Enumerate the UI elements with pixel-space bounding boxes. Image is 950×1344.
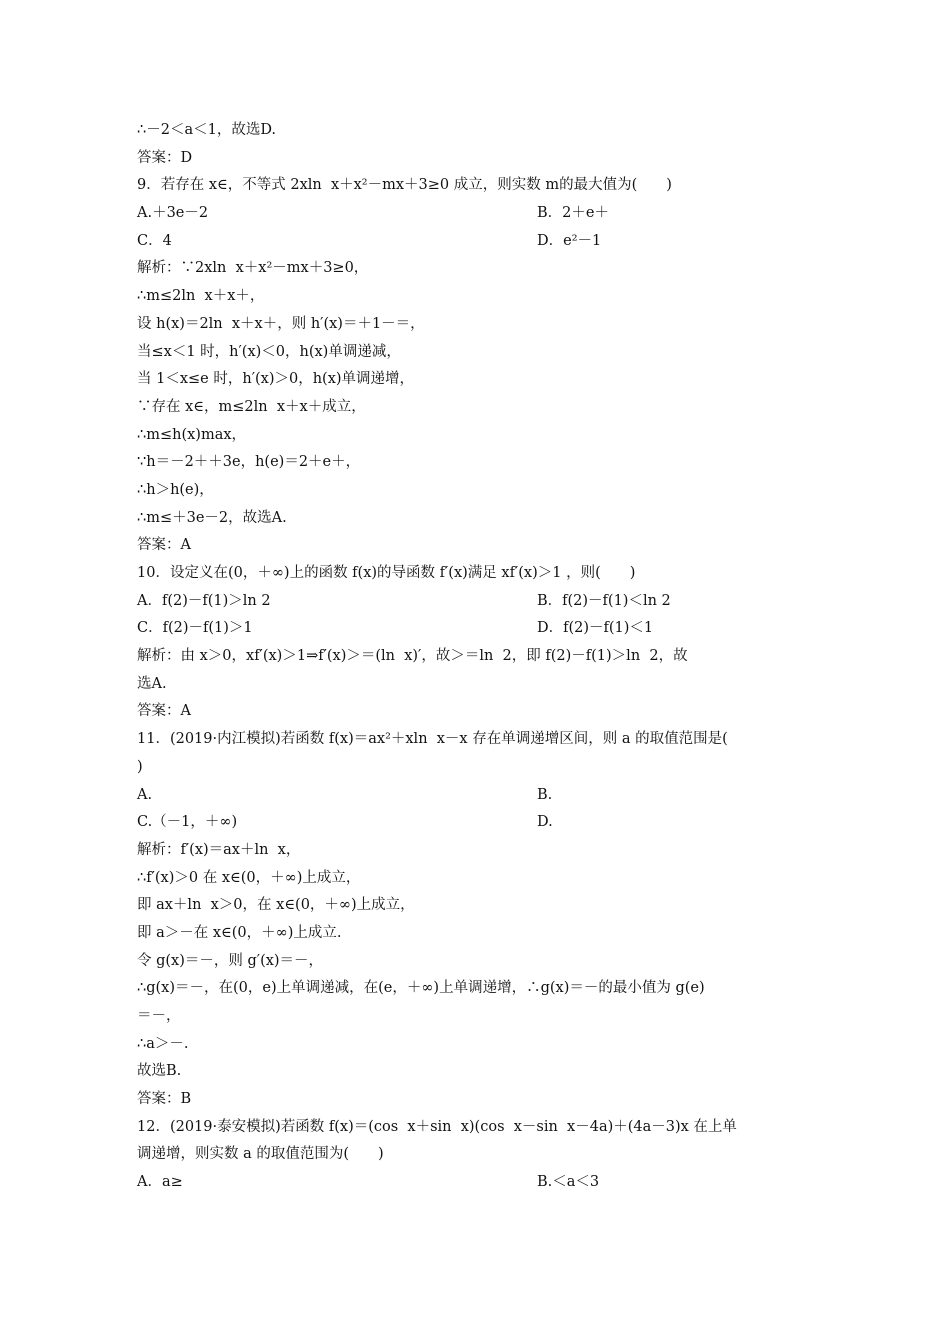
q10-options-row-2 <box>137 615 817 643</box>
solution-line: ＝－， <box>137 1008 181 1024</box>
q12-options-row-1 <box>137 1169 817 1197</box>
answer-line: 答案：A <box>137 537 191 554</box>
question-11-cont: ) <box>137 758 143 775</box>
solution-line: ∴a＞－. <box>137 1035 189 1052</box>
solution-line: ∴f′(x)＞0 在 x∈(0，＋∞)上成立， <box>137 869 361 886</box>
solution-line: ∴h＞h(e)， <box>137 481 214 498</box>
question-11: 11．(2019·内江模拟)若函数 f(x)＝ax²＋xln x－x 存在单调递增区间，则 a 的取值范围是( <box>137 731 728 748</box>
q11-options-row-2 <box>137 809 817 837</box>
q11-options-row-1 <box>137 782 817 810</box>
q9-option-a: A.＋3e－2 <box>137 205 209 222</box>
question-12: 12．(2019·泰安模拟)若函数 f(x)＝(cos x＋sin x)(cos x－sin x－4a)＋(4a－3)x 在上单 <box>137 1118 737 1135</box>
solution-line: 解析：∵2xln x＋x²－mx＋3≥0， <box>137 260 369 277</box>
solution-line: 设 h(x)＝2ln x＋x＋，则 h′(x)＝＋1－＝， <box>137 315 425 332</box>
text-line: ∴－2＜a＜1，故选D. <box>137 122 277 138</box>
q11-option-a: A. <box>137 786 153 803</box>
answer-line: 答案：A <box>137 703 191 720</box>
question-9: 9．若存在 x∈，不等式 2xln x＋x²－mx＋3≥0 成立，则实数 m的最大值为( ) <box>137 177 672 194</box>
solution-line: 当≤x＜1 时，h′(x)＜0，h(x)单调递减， <box>137 343 401 360</box>
q11-option-d: D. <box>537 814 553 831</box>
q12-option-a: A．a≥ <box>137 1174 183 1191</box>
q9-options-row-2 <box>137 228 817 256</box>
q9-option-d: D．e²－1 <box>537 232 602 249</box>
q10-option-a: A．f(2)－f(1)＞ln 2 <box>137 592 271 609</box>
solution-line: 即 a＞－在 x∈(0，＋∞)上成立. <box>137 924 342 941</box>
solution-line: 当 1＜x≤e 时，h′(x)＞0，h(x)单调递增， <box>137 371 415 388</box>
solution-line: ∴m≤＋3e－2，故选A. <box>137 509 287 526</box>
question-12-cont: 调递增，则实数 a 的取值范围为( ) <box>137 1146 384 1163</box>
answer-line: 答案：D <box>137 149 193 166</box>
solution-line: ∵存在 x∈，m≤2ln x＋x＋成立， <box>137 398 366 415</box>
solution-line: ∴g(x)＝－，在(0，e)上单调递减，在(e，＋∞)上单调递增，∴g(x)＝－的最小值为 g(e) <box>137 980 705 997</box>
q9-options-row-1 <box>137 200 817 228</box>
solution-line: 令 g(x)＝－，则 g′(x)＝－， <box>137 952 324 969</box>
solution-line: 故选B. <box>137 1063 182 1080</box>
solution-line: 选A. <box>137 675 167 692</box>
q10-option-d: D．f(2)－f(1)＜1 <box>537 620 654 637</box>
solution-line: ∵h＝－2＋＋3e，h(e)＝2＋e＋， <box>137 454 361 471</box>
q11-option-b: B. <box>537 786 553 803</box>
document-body <box>137 117 817 1197</box>
solution-line: 解析：由 x＞0，xf′(x)＞1⇒f′(x)＞＝(ln x)′，故＞＝ln 2，即 f(2)－f(1)＞ln 2，故 <box>137 648 688 665</box>
question-10: 10．设定义在(0，＋∞)上的函数 f(x)的导函数 f′(x)满足 xf′(x)＞1 ，则( ) <box>137 565 636 581</box>
q12-option-b: B.＜a＜3 <box>537 1174 600 1191</box>
q10-option-c: C．f(2)－f(1)＞1 <box>137 620 253 637</box>
q11-option-c: C.（－1，＋∞) <box>137 814 238 831</box>
q10-option-b: B．f(2)－f(1)＜ln 2 <box>537 592 671 609</box>
solution-line: ∴m≤2ln x＋x＋， <box>137 288 265 305</box>
solution-line: ∴m≤h(x)max， <box>137 426 247 443</box>
q9-option-c: C．4 <box>137 232 172 249</box>
q9-option-b: B．2＋e＋ <box>537 205 609 222</box>
solution-line: 即 ax＋ln x＞0，在 x∈(0，＋∞)上成立， <box>137 897 415 914</box>
solution-line: 解析：f′(x)＝ax＋ln x， <box>137 841 301 858</box>
q10-options-row-1 <box>137 588 817 616</box>
answer-line: 答案：B <box>137 1091 192 1108</box>
